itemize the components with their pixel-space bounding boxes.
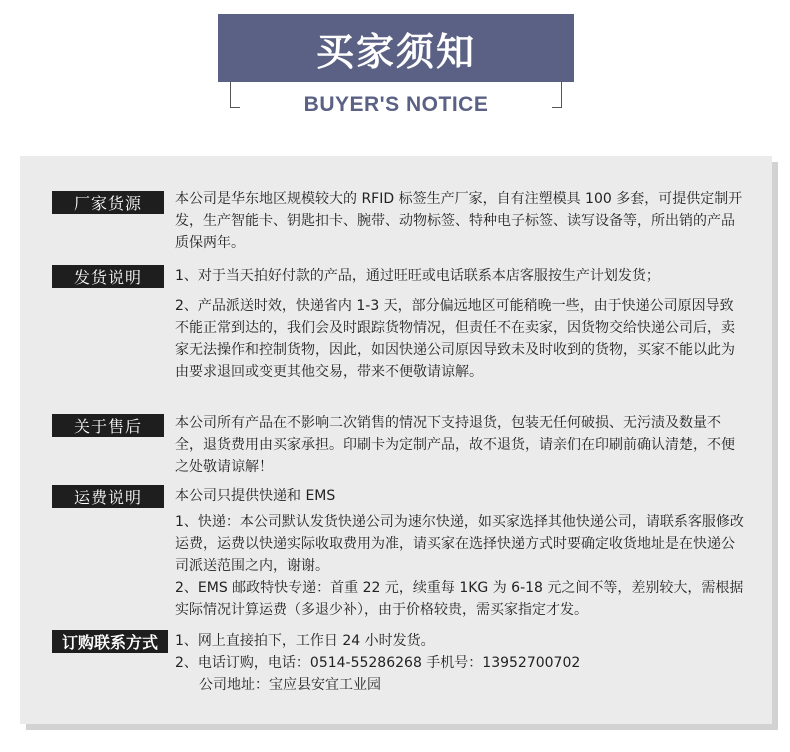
paragraph: 1、对于当天拍好付款的产品，通过旺旺或电话联系本店客服按生产计划发货； — [175, 268, 660, 284]
section-text-contact — [175, 630, 745, 696]
section-text-freight — [175, 485, 745, 621]
paragraph: 本公司所有产品在不影响二次销售的情况下支持退货，包装无任何破损、无污渍及数量不全，退货费用由买家承担。印刷卡为定制产品，故不退货，请亲们在印刷前确认清楚，不便之处敬请谅解！ — [175, 415, 735, 475]
title-banner — [218, 14, 574, 82]
paragraph: 2、产品派送时效，快递省内 1-3 天，部分偏远地区可能稍晚一些，由于快递公司原因导致不能正常到达的，我们会及时跟踪货物情况，但责任不在卖家，因货物交给快递公司后，卖家无法操作和控制货物，因此，如因快递公司原因导致未及时收到的货物，买家不能以此为由要求退回或变更其他交易，带来不便敬请谅解。 — [175, 298, 735, 380]
paragraph: 1、快递：本公司默认发货快递公司为速尔快递，如买家选择其他快递公司，请联系客服修改运费，运费以快递实际收取费用为准，请买家在选择快递方式时要确定收货地址是在快递公司派送范围之内，谢谢。 — [175, 514, 744, 574]
section-text-shipping — [175, 265, 745, 383]
paragraph: 本公司只提供快递和 EMS — [175, 488, 336, 504]
section-label-freight: 运费说明 — [52, 485, 164, 508]
section-label-shipping: 发货说明 — [52, 265, 164, 288]
section-label-aftersales: 关于售后 — [52, 414, 164, 437]
paragraph: 公司地址：宝应县安宜工业园 — [199, 677, 381, 693]
paragraph: 本公司是华东地区规模较大的 RFID 标签生产厂家，自有注塑模具 100 多套，可提供定制开发，生产智能卡、钥匙扣卡、腕带、动物标签、特种电子标签、读写设备等，所出销的产品质保两年。 — [175, 191, 743, 251]
section-text-source — [175, 188, 745, 254]
paragraph: 2、电话订购，电话：0514-55286268 手机号：13952700702 — [175, 655, 581, 671]
page-subtitle: BUYER'S NOTICE — [303, 93, 489, 116]
paragraph: 1、网上直接拍下，工作日 24 小时发货。 — [175, 633, 435, 649]
bracket-left-decoration — [230, 82, 240, 108]
section-text-aftersales — [175, 412, 745, 478]
paragraph: 2、EMS 邮政特快专递：首重 22 元，续重每 1KG 为 6-18 元之间不等，差别较大，需根据实际情况计算运费（多退少补），由于价格较贵，需买家指定才发。 — [175, 580, 744, 618]
section-label-contact: 订购联系方式 — [52, 630, 168, 653]
page-title: 买家须知 — [315, 29, 476, 74]
section-label-source: 厂家货源 — [52, 191, 164, 214]
bracket-right-decoration — [552, 82, 562, 108]
